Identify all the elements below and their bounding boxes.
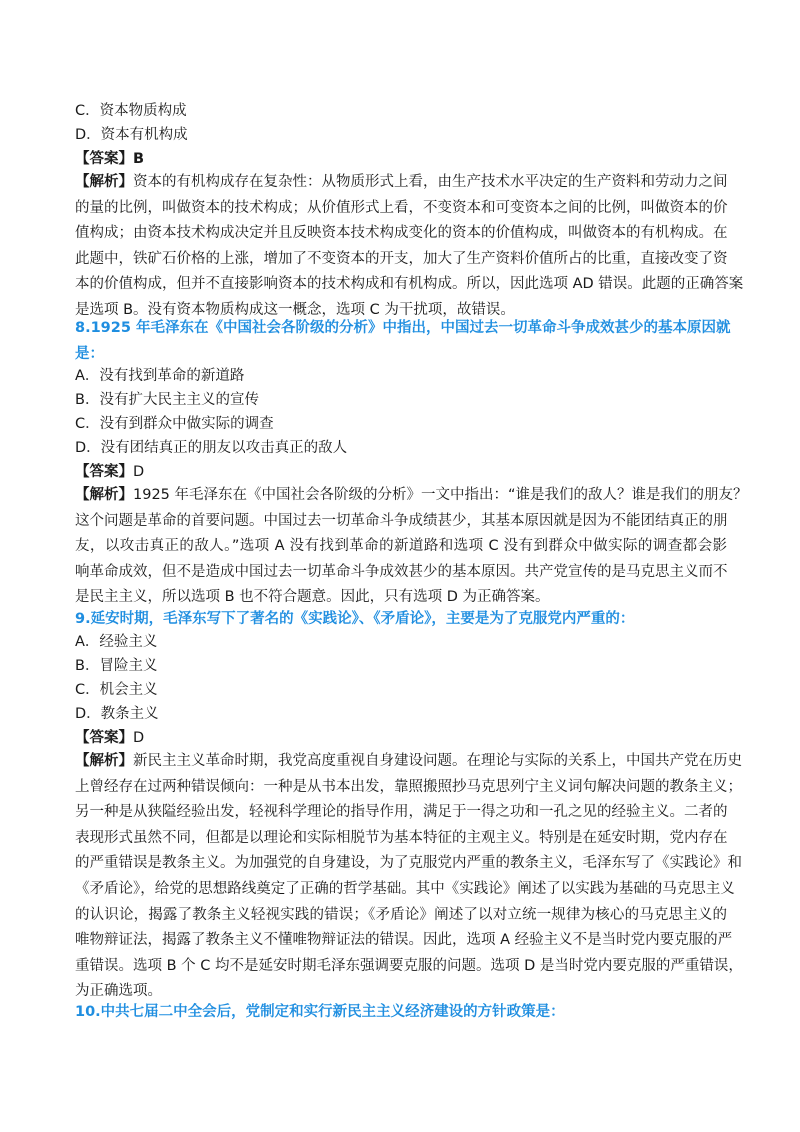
answer-label: 【答案】 <box>75 464 133 480</box>
question-line: 9.延安时期，毛泽东写下了著名的《实践论》、《矛盾论》，主要是为了克服党内严重的： <box>75 611 635 627</box>
analysis-label: 【解析】 <box>75 753 133 769</box>
analysis-paragraph <box>75 749 743 1005</box>
analysis-line <box>75 749 742 775</box>
analysis-paragraph <box>75 170 744 324</box>
analysis-line: 是选项 B。没有资本物质构成这一概念，选项 C 为干扰项，故错误。 <box>75 301 515 318</box>
option-c: C．没有到群众中做实际的调查 <box>75 416 274 432</box>
analysis-line: 是民主主义，所以选项 B 也不符合题意。因此，只有选项 D 为正确答案。 <box>75 589 550 606</box>
analysis-line: 上曾经存在过两种错误倾向：一种是从书本出发，靠照搬照抄马克思列宁主义词句解决问题的教条主义； <box>75 778 742 795</box>
analysis-line <box>75 170 727 196</box>
analysis-line: 友，以攻击真正的敌人。”选项 A 没有找到革命的新道路和选项 C 没有到群众中做实际的调查都会影 <box>75 538 727 555</box>
analysis-line: 本的价值构成，但并不直接影响资本的技术构成和有机构成。所以，因此选项 AD 错误。此题的正确答案 <box>75 276 744 293</box>
option-a: A．经验主义 <box>75 634 158 650</box>
analysis-label: 【解析】 <box>75 487 133 503</box>
option-b: B．冒险主义 <box>75 658 158 674</box>
option-b: B．没有扩大民主主义的宣传 <box>75 392 259 408</box>
analysis-label: 【解析】 <box>75 174 133 190</box>
answer-label: 【答案】 <box>75 730 133 746</box>
analysis-paragraph <box>75 483 748 611</box>
analysis-line: 为正确选项。 <box>75 983 162 1000</box>
question-line: 8.1925 年毛泽东在《中国社会各阶级的分析》中指出，中国过去一切革命斗争成效甚少的基本原因就 <box>75 320 731 336</box>
analysis-line: 的严重错误是教条主义。为加强党的自身建设，为了克服党内严重的教条主义，毛泽东写了《实践论》和 <box>75 855 742 872</box>
analysis-line: 响革命成效，但不是造成中国过去一切革命斗争成效甚少的基本原因。共产党宣传的是马克思主义而不 <box>75 563 728 580</box>
option-c: C．资本物质构成 <box>75 103 187 119</box>
analysis-text: 新民主主义革命时期，我党高度重视自身建设问题。在理论与实际的关系上，中国共产党在历史 <box>133 753 742 769</box>
answer-line <box>75 728 144 748</box>
analysis-text: 资本的有机构成存在复杂性：从物质形式上看，由生产技术水平决定的生产资料和劳动力之间 <box>133 174 728 190</box>
question-10 <box>75 1000 727 1026</box>
option-d: D．教条主义 <box>75 706 159 722</box>
analysis-line: 此题中，铁矿石价格的上涨，增加了不变资本的开支，加大了生产资料价值所占的比重，直接改变了资 <box>75 250 728 267</box>
analysis-line: 表现形式虽然不同，但都是以理论和实际相脱节为基本特征的主观主义。特别是在延安时期，党内存在 <box>75 829 728 846</box>
analysis-line: 值构成；由资本技术构成决定并且反映资本技术构成变化的资本的价值构成，叫做资本的有机构成。在 <box>75 225 728 242</box>
analysis-line: 另一种是从狭隘经验出发，轻视科学理论的指导作用，满足于一得之功和一孔之见的经验主义。二者的 <box>75 804 728 821</box>
analysis-line <box>75 483 748 509</box>
answer-value: D <box>133 730 145 746</box>
answer-line <box>75 149 144 169</box>
question-9 <box>75 607 727 633</box>
option-d: D．没有团结真正的朋友以攻击真正的敌人 <box>75 440 348 456</box>
analysis-line: 《矛盾论》，给党的思想路线奠定了正确的哲学基础。其中《实践论》阐述了以实践为基础的马克思主义 <box>75 880 735 897</box>
question-line: 是： <box>75 345 104 362</box>
answer-line <box>75 462 144 482</box>
analysis-line: 重错误。选项 B 个 C 均不是延安时期毛泽东强调要克服的问题。选项 D 是当时党内要克服的严重错误， <box>75 957 743 974</box>
answer-label: 【答案】 <box>75 151 133 167</box>
question-line: 10.中共七届二中全会后，党制定和实行新民主主义经济建设的方针政策是： <box>75 1004 565 1020</box>
option-d: D．资本有机构成 <box>75 127 188 143</box>
option-c: C．机会主义 <box>75 682 158 698</box>
analysis-line: 这个问题是革命的首要问题。中国过去一切革命斗争成绩甚少，其基本原因就是因为不能团结真正的朋 <box>75 512 728 529</box>
analysis-line: 的认识论，揭露了教条主义轻视实践的错误；《矛盾论》阐述了以对立统一规律为核心的马克思主义的 <box>75 906 727 923</box>
analysis-line: 的量的比例，叫做资本的技术构成；从价值形式上看，不变资本和可变资本之间的比例，叫做资本的价 <box>75 199 728 216</box>
answer-value: B <box>133 151 145 167</box>
option-a: A．没有找到革命的新道路 <box>75 368 245 384</box>
analysis-text: 1925 年毛泽东在《中国社会各阶级的分析》一文中指出：“谁是我们的敌人？谁是我们的朋友？ <box>133 487 748 503</box>
answer-value: D <box>133 464 145 480</box>
analysis-line: 唯物辩证法，揭露了教条主义不懂唯物辩证法的错误。因此，选项 A 经验主义不是当时党内要克服的严 <box>75 932 733 949</box>
question-8 <box>75 316 731 367</box>
